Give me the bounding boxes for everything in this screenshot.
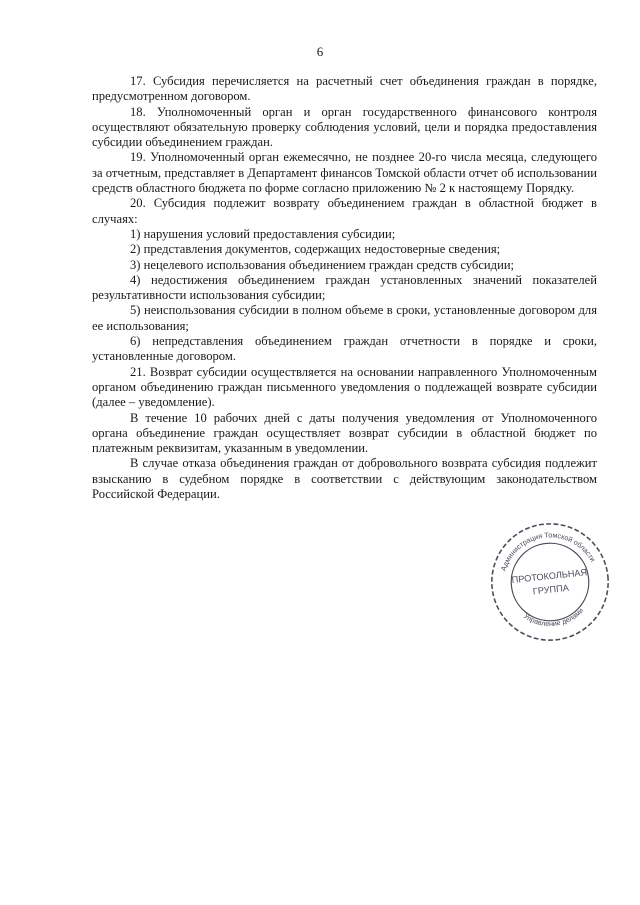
svg-text:Управление делами	[521, 606, 586, 631]
document-body	[92, 74, 597, 502]
list-item-1: 1) нарушения условий предоставления субсидии;	[130, 226, 396, 241]
paragraph-18: 18. Уполномоченный орган и орган государственного финансового контроля осуществляют обязательную проверку соблюдения условий, цели и порядка предоставления субсидии объединением граждан.	[92, 104, 597, 150]
page-number: 6	[316, 44, 324, 59]
list-item-5: 5) неиспользования субсидии в полном объеме в сроки, установленные договором для ее использования;	[92, 303, 597, 333]
paragraph-19: 19. Уполномоченный орган ежемесячно, не позднее 20-го числа месяца, следующего за отчетным, представляет в Департамент финансов Томской области отчет об использовании средств областного бюджета по форме согласно приложению № 2 к настоящему Порядку.	[92, 150, 597, 196]
stamp-center-line2: ГРУППА	[532, 582, 570, 597]
stamp-outer-top-text: Администрация Томской области	[499, 531, 597, 573]
paragraph-17: 17. Субсидия перечисляется на расчетный счет объединения граждан в порядке, предусмотренном договором.	[92, 74, 597, 104]
paragraph-21: 21. Возврат субсидии осуществляется на основании направленного Уполномоченным органом объединению граждан письменного уведомления о подлежащей возврате субсидии (далее – уведомление).	[92, 364, 597, 410]
list-item-6: 6) непредставления объединением граждан отчетности в порядке и сроки, установленные договором.	[92, 334, 597, 364]
list-item-3: 3) нецелевого использования объединением граждан средств субсидии;	[130, 257, 515, 272]
paragraph-refund-term: В течение 10 рабочих дней с даты получения уведомления от Уполномоченного органа объединение граждан осуществляет возврат субсидии в областной бюджет по платежным реквизитам, указанным в уведомлении.	[92, 410, 597, 456]
paragraph-court-recovery: В случае отказа объединения граждан от добровольного возврата субсидия подлежит взысканию в судебном порядке в соответствии с действующим законодательством Российской Федерации.	[92, 456, 597, 502]
list-item-4: 4) недостижения объединением граждан установленных значений показателей результативности использования субсидии;	[92, 272, 597, 303]
official-stamp	[481, 513, 619, 651]
list-item-2: 2) представления документов, содержащих недостоверные сведения;	[130, 242, 501, 257]
stamp-outer-bottom-text: Управление делами	[521, 606, 586, 629]
stamp-icon	[481, 513, 619, 651]
stamp-center-line1: ПРОТОКОЛЬНАЯ	[511, 567, 588, 586]
paragraph-20: 20. Субсидия подлежит возврату объединением граждан в областной бюджет в случаях:	[92, 196, 597, 226]
